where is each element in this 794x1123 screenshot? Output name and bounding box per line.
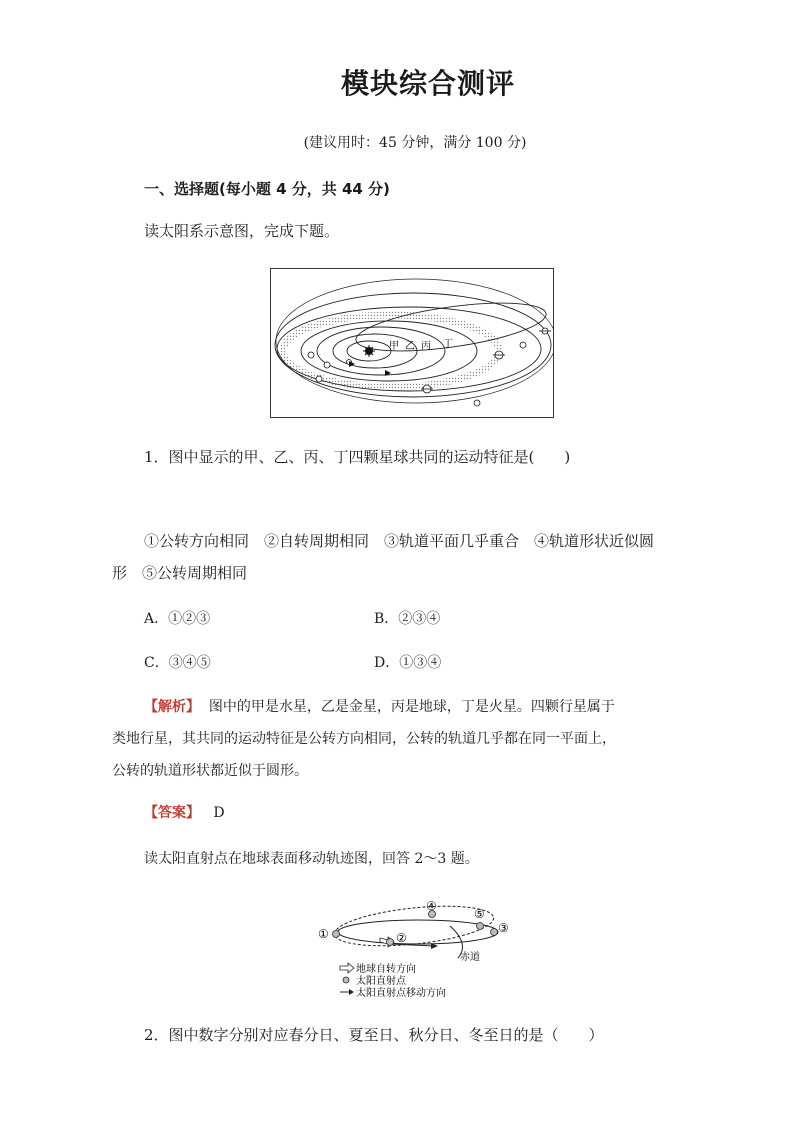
page-subtitle: (建议用时：45 分钟，满分 100 分) bbox=[303, 135, 527, 151]
question-1-options-line2: 形 ⑤公转周期相同 bbox=[112, 564, 248, 582]
intro-subsolar-point: 读太阳直射点在地球表面移动轨迹图，回答 2～3 题。 bbox=[144, 851, 479, 867]
question-2-stem: 2．图中数字分别对应春分日、夏至日、秋分日、冬至日的是（ ） bbox=[144, 1026, 604, 1044]
subsolar-track-figure bbox=[310, 896, 520, 1006]
analysis-tag: 【解析】 bbox=[144, 699, 200, 715]
answer-line bbox=[144, 802, 225, 822]
legend-rotation: 地球自转方向 bbox=[356, 964, 416, 975]
analysis-text-1: 图中的甲是水星，乙是金星，丙是地球，丁是火星。四颗行星属于 bbox=[208, 699, 615, 715]
option-c: C．③④⑤ bbox=[144, 655, 211, 671]
section-heading: 一、选择题(每小题 4 分，共 44 分) bbox=[144, 180, 390, 198]
analysis-line1 bbox=[144, 696, 615, 716]
option-b: B．②③④ bbox=[374, 611, 441, 627]
question-1-stem: 1．图中显示的甲、乙、丙、丁四颗星球共同的运动特征是( ) bbox=[144, 448, 571, 466]
planet-label-jia: 甲 bbox=[389, 341, 399, 352]
solar-system-diagram bbox=[271, 269, 553, 417]
answer-tag: 【答案】 bbox=[144, 805, 200, 821]
point-label-1: ① bbox=[318, 927, 329, 941]
rotation-arrow-icon bbox=[340, 963, 354, 973]
planet-label-ding: 丁 bbox=[443, 339, 453, 350]
subsolar-track-diagram bbox=[310, 896, 520, 1006]
option-d: D．①③④ bbox=[374, 655, 442, 671]
subsolar-point-icon bbox=[343, 977, 349, 983]
analysis-line3: 公转的轨道形状都近似于圆形。 bbox=[112, 763, 308, 779]
question-1-options-line1: ①公转方向相同 ②自转周期相同 ③轨道平面几乎重合 ④轨道形状近似圆 bbox=[144, 532, 655, 550]
point-label-3: ③ bbox=[498, 921, 509, 935]
planet-label-yi: 乙 bbox=[405, 341, 415, 352]
answer-value: D bbox=[213, 805, 225, 821]
legend-subsolar-point: 太阳直射点 bbox=[356, 976, 406, 987]
point-label-2: ② bbox=[396, 931, 407, 945]
point-label-4: ④ bbox=[426, 899, 437, 913]
option-a: A．①②③ bbox=[144, 611, 211, 627]
point-label-5: ⑤ bbox=[474, 907, 485, 921]
equator-label: 赤道 bbox=[460, 952, 480, 963]
intro-solar-system: 读太阳系示意图，完成下题。 bbox=[144, 222, 340, 240]
legend-movement: 太阳直射点移动方向 bbox=[356, 988, 446, 999]
page-title: 模块综合测评 bbox=[340, 67, 515, 100]
analysis-line2: 类地行星，其共同的运动特征是公转方向相同，公转的轨道几乎都在同一平面上， bbox=[112, 731, 616, 747]
planet-label-bing: 丙 bbox=[421, 341, 431, 352]
solar-system-figure bbox=[270, 268, 554, 418]
